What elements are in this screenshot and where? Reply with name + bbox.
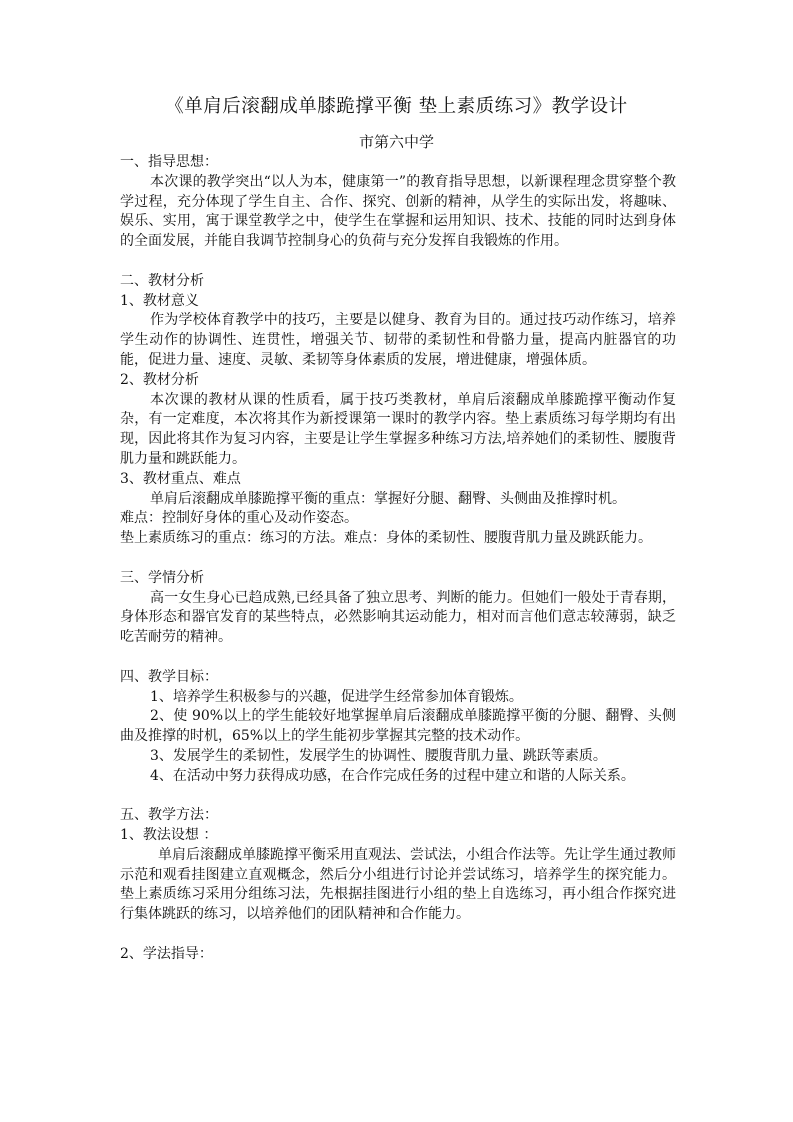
paragraph: 单肩后滚翻成单膝跪撑平衡的重点：掌握好分腿、翻臀、头侧曲及推撑时机。 [150, 490, 626, 507]
goal-item: 4、在活动中努力获得成功感，在合作完成任务的过程中建立和谐的人际关系。 [150, 767, 635, 784]
document-body [120, 153, 676, 965]
paragraph: 本次课的教材从课的性质看，属于技巧类教材，单肩后滚翻成单膝跪撑平衡动作复杂，有一定难度，本次将其作为新授课第一课时的教学内容。垫上素质练习每学期均有出现，因此将其作为复习内容，主要是让学生掌握多种练习方法,培养她们的柔韧性、腰腹背肌力量和跳跃能力。 [120, 391, 676, 467]
blank-line [120, 787, 676, 807]
goal-item: 2、使 90%以上的学生能较好地掌握单肩后滚翻成单膝跪撑平衡的分腿、翻臀、头侧曲及推撑的时机，65%以上的学生能初步掌握其完整的技术动作。 [120, 708, 676, 745]
section-heading: 一、指导思想： [120, 154, 218, 170]
subsection-heading: 2、学法指导： [120, 945, 213, 962]
blank-line [120, 252, 676, 272]
subsection-heading: 1、教材意义 [120, 292, 199, 309]
goal-item: 1、培养学生积极参与的兴趣，促进学生经常参加体育锻炼。 [150, 688, 523, 705]
paragraph: 单肩后滚翻成单膝跪撑平衡采用直观法、尝试法，小组合作法等。先让学生通过教师示范和观看挂图建立直观概念，然后分小组进行讨论并尝试练习，培养学生的探究能力。垫上素质练习采用分组练习法，先根据挂图进行小组的垫上自选练习，再小组合作探究进行集体跳跃的练习，以培养他们的团队精神和合作能力。 [120, 846, 676, 923]
paragraph: 难点：控制好身体的重心及动作姿态。 [120, 510, 358, 527]
blank-line [120, 648, 676, 668]
subsection-heading: 1、教法设想 ： [120, 827, 218, 844]
paragraph: 作为学校体育教学中的技巧，主要是以健身、教育为目的。通过技巧动作练习，培养学生动作的协调性、连贯性，增强关节、韧带的柔韧性和骨骼力量，提高内脏器官的功能，促进力量、速度、灵敏、柔韧等身体素质的发展，增进健康，增强体质。 [120, 312, 676, 368]
document-title: 《单肩后滚翻成单膝跪撑平衡 垫上素质练习》教学设计 [165, 96, 628, 117]
paragraph: 高一女生身心已趋成熟,已经具备了独立思考、判断的能力。但她们一般处于青春期，身体形态和器官发育的某些特点，必然影响其运动能力，相对而言他们意志较薄弱，缺乏吃苦耐劳的精神。 [120, 589, 676, 646]
section-heading: 二、教材分析 [120, 272, 204, 289]
paragraph: 垫上素质练习的重点：练习的方法。难点：身体的柔韧性、腰腹背肌力量及跳跃能力。 [120, 530, 652, 547]
school-name: 市第六中学 [358, 133, 434, 151]
goal-item: 3、发展学生的柔韧性，发展学生的协调性、腰腹背肌力量、跳跃等素质。 [150, 747, 607, 764]
blank-line [120, 925, 676, 945]
subsection-heading: 2、教材分析 [120, 371, 199, 388]
subsection-heading: 3、教材重点、难点 [120, 470, 241, 487]
section-heading: 三、学情分析 [120, 569, 204, 586]
paragraph: 本次课的教学突出“以人为本，健康第一”的教育指导思想，以新课程理念贯穿整个教学过程，充分体现了学生自主、合作、探究、创新的精神，从学生的实际出发，将趣味、娱乐、实用，寓于课堂教学之中，使学生在掌握和运用知识、技术、技能的同时达到身体的全面发展，并能自我调节控制身心的负荷与充分发挥自我锻炼的作用。 [120, 173, 676, 250]
section-heading: 五、教学方法： [120, 807, 218, 824]
section-heading: 四、教学目标： [120, 668, 218, 685]
blank-line [120, 549, 676, 569]
